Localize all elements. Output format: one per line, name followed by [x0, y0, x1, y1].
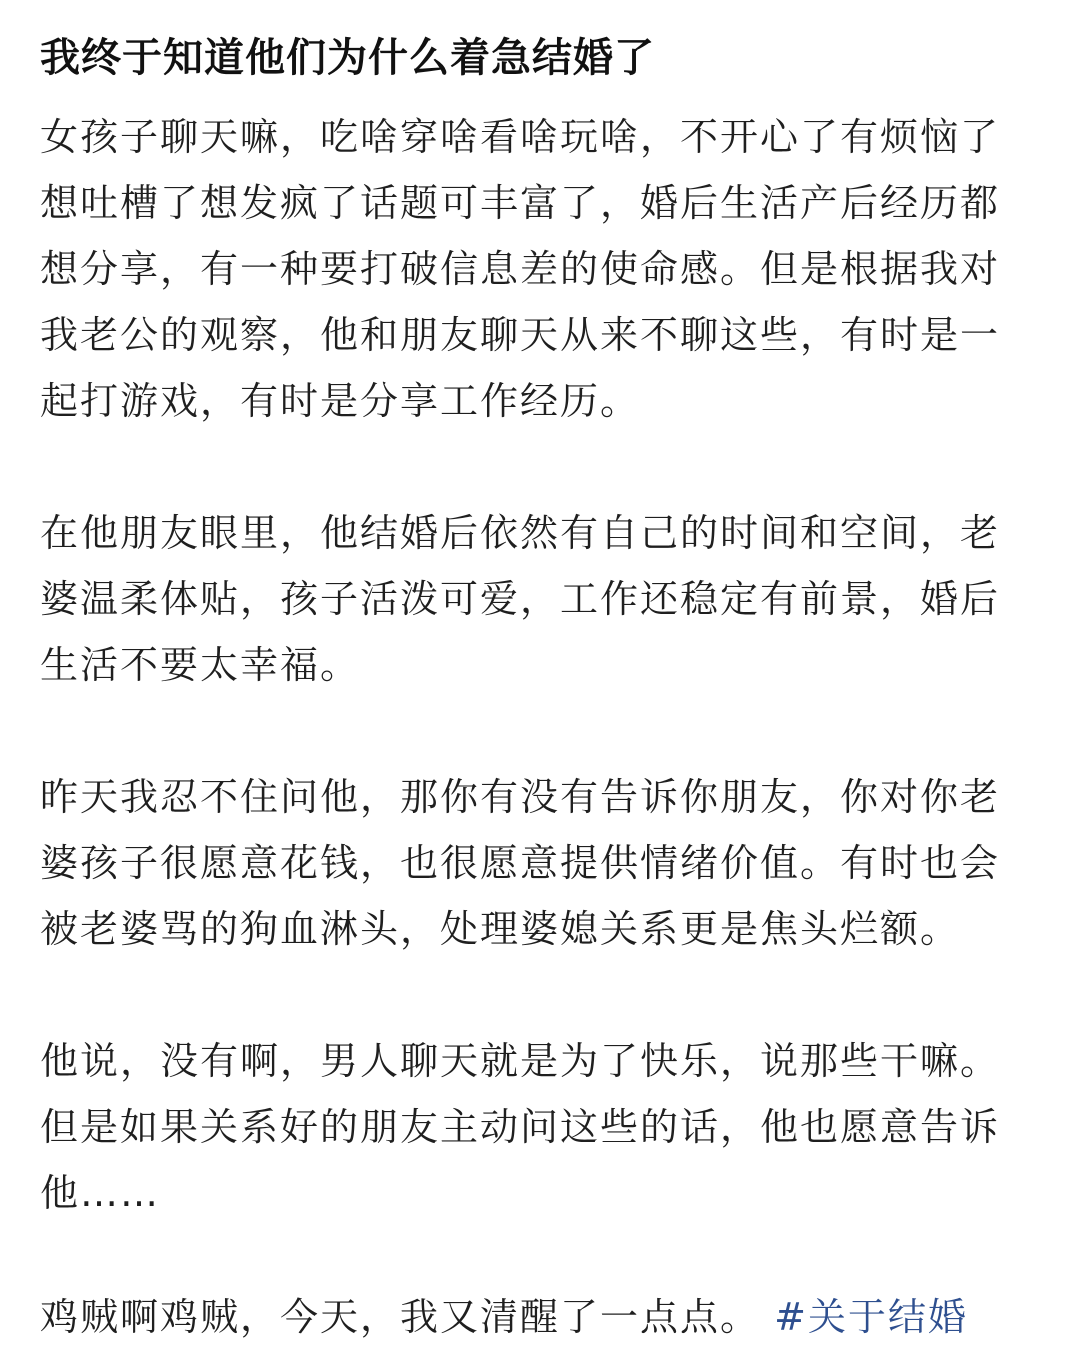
watermark-glyph-icon: [1042, 1318, 1074, 1350]
paragraph-line: 他……: [40, 1171, 161, 1215]
paragraph-line: 女孩子聊天嘛，吃啥穿啥看啥玩啥，不开心了有烦恼了: [40, 115, 1001, 159]
paragraph-line: 婆孩子很愿意花钱，也很愿意提供情绪价值。有时也会: [40, 841, 1001, 885]
weibo-logo-icon: [1006, 1318, 1038, 1350]
post-body: [40, 104, 1040, 1292]
paragraph-4: [40, 1028, 1040, 1226]
paragraph-line: 但是如果关系好的朋友主动问这些的话，他也愿意告诉: [40, 1105, 1001, 1149]
paragraph-2: [40, 500, 1040, 698]
paragraph-line: 昨天我忍不住问他，那你有没有告诉你朋友，你对你老: [40, 775, 1001, 819]
paragraph-line: 生活不要太幸福。: [40, 643, 361, 687]
paragraph-1: [40, 104, 1040, 434]
paragraph-line: 他说，没有啊，男人聊天就是为了快乐，说那些干嘛。: [40, 1039, 1001, 1083]
topic-hashtag-link[interactable]: #关于结婚: [774, 1295, 968, 1339]
closing-line: [40, 1284, 1080, 1358]
post-title: 我终于知道他们为什么着急结婚了: [40, 35, 655, 81]
paragraph-line: 被老婆骂的狗血淋头，处理婆媳关系更是焦头烂额。: [40, 907, 961, 951]
watermark: [1006, 1314, 1074, 1354]
paragraph-line: 我老公的观察，他和朋友聊天从来不聊这些，有时是一: [40, 313, 1001, 357]
paragraph-line: 想吐槽了想发疯了话题可丰富了，婚后生活产后经历都: [40, 181, 1001, 225]
paragraph-line: 婆温柔体贴，孩子活泼可爱，工作还稳定有前景，婚后: [40, 577, 1001, 621]
paragraph-3: [40, 764, 1040, 962]
paragraph-line: 起打游戏，有时是分享工作经历。: [40, 379, 641, 423]
paragraph-line: 想分享，有一种要打破信息差的使命感。但是根据我对: [40, 247, 1001, 291]
closing-text: 鸡贼啊鸡贼，今天，我又清醒了一点点。: [40, 1295, 761, 1339]
paragraph-line: 在他朋友眼里，他结婚后依然有自己的时间和空间，老: [40, 511, 1001, 555]
